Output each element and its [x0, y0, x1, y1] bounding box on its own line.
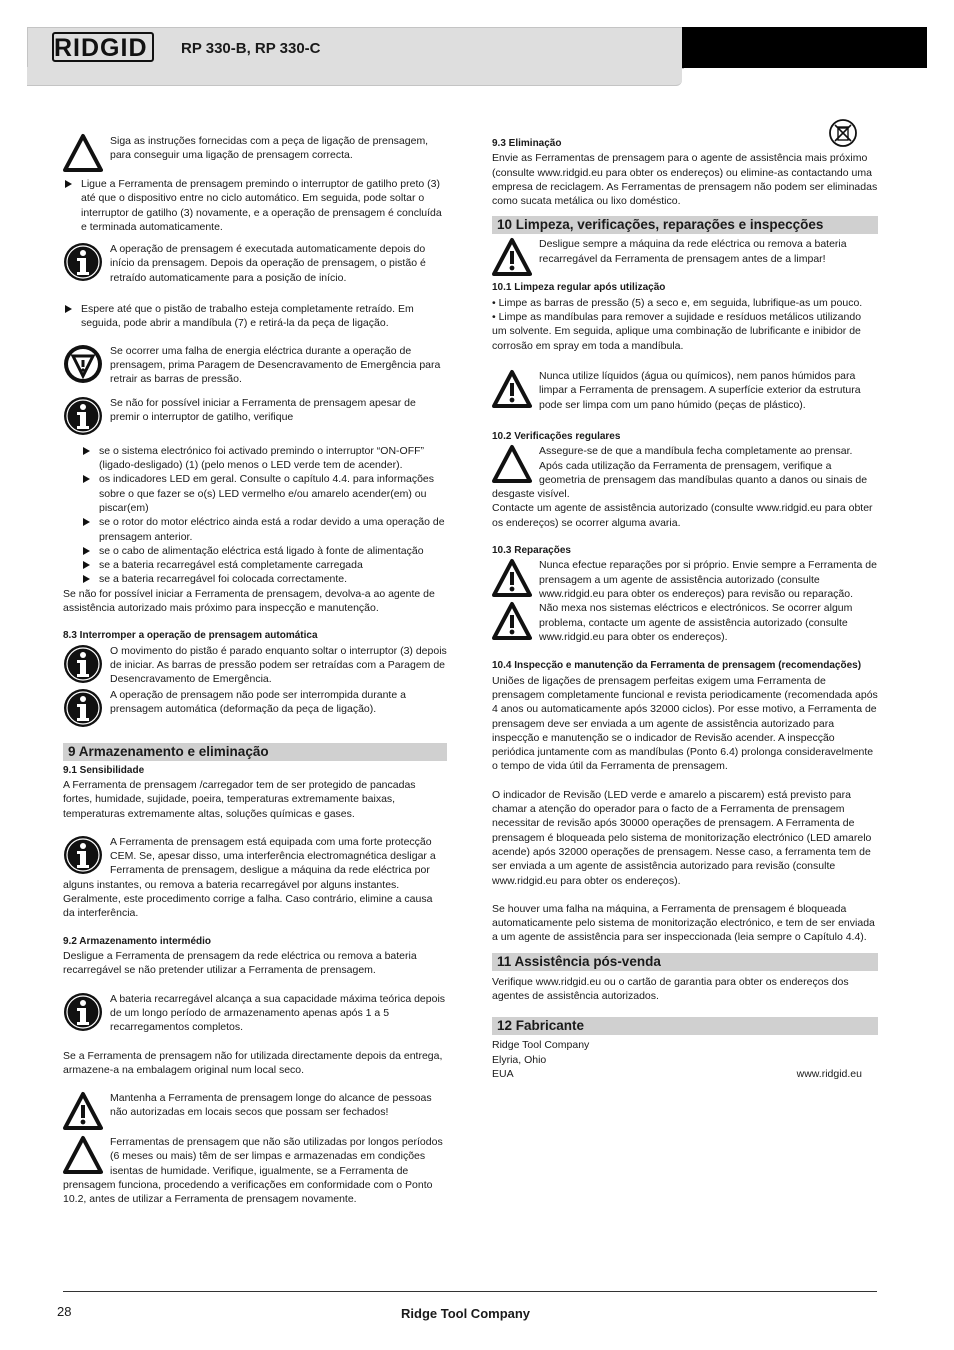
warning-text-continued: desgaste visível. [492, 488, 570, 501]
right-column [492, 137, 878, 1081]
body-text: Contacte um agente de assistência autorizado (consulte www.ridgid.eu para obter os endereços) se ocorrer alguma avaria. [492, 502, 873, 529]
body-text: O indicador de Revisão (LED verde e amarelo a piscarem) está previsto para chamar a atenção do operador para o facto de a Ferramenta de prensagem necessitar de revisão após 30000 operações de prensagem. A Ferramenta de prensagem é bloqueada pelo sistema de monitorização electrónico (LED amarelo acende) após 32000 operações de prensagem. Nesse caso, a ferramenta tem de ser enviada a um agente de assistência autorizado para revisão (consulte www.ridgid.eu para obter os endereços). [492, 788, 872, 887]
subsection-heading: 9.1 Sensibilidade [63, 764, 145, 776]
warning-icon [63, 133, 103, 173]
footer-divider [63, 1291, 877, 1292]
note-text: O movimento do pistão é parado enquanto soltar o interruptor (3) depois de iniciar. As barras de pressão podem ser retraídas com a Paragem de Desencravamento de Emergência. [110, 644, 447, 686]
subsection-heading: 9.3 Eliminação [492, 138, 562, 149]
section-heading-11: 11 Assistência pós-venda [492, 953, 878, 971]
arrow-bullet-icon [83, 561, 90, 569]
arrow-bullet-icon [65, 305, 72, 313]
body-text: A Ferramenta de prensagem /carregador tem de ser protegido de pancadas fortes, humidade, sujidade, poeira, temperaturas extremamente baixas, temperaturas extremamente altas, soluções químicas e gases. [63, 778, 416, 820]
body-text: Se a Ferramenta de prensagem não for utilizada directamente depois da entrega, armazene-a na embalagem original num local seco. [63, 1049, 443, 1076]
instruction-text: Siga as instruções fornecidas com a peça de ligação de prensagem, para conseguir uma ligação de prensagem correcta. [110, 135, 429, 162]
info-icon [63, 688, 103, 728]
check-item: se a bateria recarregável foi colocada correctamente. [99, 573, 348, 586]
manufacturer-website-link[interactable]: www.ridgid.eu [796, 1067, 862, 1080]
body-text: Se houver uma falha na máquina, a Ferramenta de prensagem é bloqueada automaticamente pelo sistema de monitorização electrónico, e tem de ser enviada a um agente de assistência para ser inspeccionada (leia sempre o Capítulo 4.4). [492, 902, 875, 944]
info-icon [63, 835, 103, 875]
step-text: Ligue a Ferramenta de prensagem premindo o interruptor de gatilho preto (3) até que o dispositivo entre no ciclo automático. Em seguida, pode soltar o interruptor de gatilho (3) novamente, e a operação de prensagem é concluída e terminada automaticamente. [81, 178, 442, 233]
warning-text: Ferramentas de prensagem que não são utilizadas por longos períodos (6 meses ou mais) têm de ser limpas e armazenadas em condições isentas de humidade. Verifique, igualmente, se a Ferramenta de [110, 1136, 443, 1177]
body-text: Se não for possível iniciar a Ferramenta de prensagem, devolva-a ao agente de assistência autorizado mais próximo para inspecção e manutenção. [63, 587, 435, 615]
emergency-stop-icon [63, 344, 103, 384]
arrow-bullet-icon [83, 518, 90, 526]
check-item: se o sistema electrónico foi activado premindo o interruptor “ON-OFF” (ligado-desligado) (1) (pelo menos o LED verde tem de acender). [99, 444, 425, 472]
body-text: • Limpe as mandíbulas para remover a sujidade e resíduos metálicos utilizando um solvente. Em seguida, aplique uma combinação de lubrificante e inibidor de corrosão em spray em toda a mandíbula. [492, 311, 862, 352]
model-title: RP 330-B, RP 330-C [181, 40, 321, 57]
info-icon [63, 242, 103, 282]
check-item: os indicadores LED em geral. Consulte o capítulo 4.4. para informações sobre o que fazer se o(s) LED vermelho e/ou amarelo acender(em) ou piscar(em) [99, 473, 435, 514]
manufacturer-city: Elyria, Ohio [492, 1053, 547, 1066]
page-number: 28 [57, 1304, 72, 1319]
info-icon [63, 396, 103, 436]
note-text: A bateria recarregável alcança a sua capacidade máxima teórica depois de um longo período de armazenamento apenas após 1 a 5 recarregamentos completos. [110, 992, 446, 1034]
note-text: A Ferramenta de prensagem está equipada com uma forte protecção CEM. Se, apesar disso, uma interferência electromagnética desligar a Ferramenta de prensagem, desligue a máquina da rede eléctrica por [110, 835, 436, 877]
note-text: A operação de prensagem não pode ser interrompida durante a prensagem automática (deformação da peça de ligação). [110, 688, 406, 715]
arrow-bullet-icon [83, 547, 90, 555]
manufacturer-country: EUA [492, 1067, 514, 1080]
arrow-bullet-icon [65, 180, 72, 188]
section-heading-10: 10 Limpeza, verificações, reparações e inspecções [492, 216, 878, 234]
header-black-block [682, 27, 927, 68]
warning-icon [492, 558, 532, 598]
arrow-bullet-icon [83, 475, 90, 483]
warning-text: Mantenha a Ferramenta de prensagem longe do alcance de pessoas não autorizadas em locais secos que possam ser fechados! [110, 1092, 432, 1119]
warning-icon [492, 237, 532, 277]
body-text: Verifique www.ridgid.eu ou o cartão de garantia para obter os endereços dos agentes de assistência autorizados. [492, 975, 849, 1002]
body-text: Uniões de ligações de prensagem perfeitas exigem uma Ferramenta de prensagem completamente funcional e revista periodicamente (recomendada após 4 anos ou automaticamente após 32000 ciclos). Por esse motivo, a Ferramenta de prensagem deve ser enviada a um agente de assistência autorizado para inspecção e manutenção se o indicador de Revisão acender. A inspecção periódica juntamente com as mandíbulas (Ponto 6.4) prolonga consideravelmente o tempo de vida útil da Ferramenta de prensagem. [492, 674, 878, 773]
body-text: Desligue a Ferramenta de prensagem da rede eléctrica ou remova a bateria recarregável se não pretender utilizar a Ferramenta de prensagem. [63, 949, 417, 977]
footer-company: Ridge Tool Company [401, 1306, 531, 1321]
warning-icon [492, 601, 532, 641]
body-text: • Limpe as barras de pressão (5) a seco e, em seguida, lubrifique-as um pouco. [492, 296, 863, 309]
header-underbar [27, 67, 682, 86]
subsection-heading: 10.2 Verificações regulares [492, 430, 621, 442]
warning-text: Não mexa nos sistemas eléctricos e electrónicos. Se ocorrer algum problema, contacte um agente de assistência autorizado (consulte www.ridgid.eu para obter os endereços). [539, 602, 853, 643]
section-heading-12: 12 Fabricante [492, 1017, 878, 1035]
step-text: Espere até que o pistão de trabalho esteja completamente retraído. Em seguida, pode abrir a mandíbula (7) e retirá-la da peça de ligação. [81, 303, 414, 330]
subsection-heading: 8.3 Interromper a operação de prensagem automática [63, 630, 318, 642]
body-text: Envie as Ferramentas de prensagem para o agente de assistência mais próximo (consulte www.ridgid.eu para obter os endereços) ou elimine-as contactando uma empresa de reciclagem. As Ferramentas de prensagem não podem ser eliminadas como sucata metálica ou lixo doméstico. [492, 152, 878, 208]
subsection-heading: 10.4 Inspecção e manutenção da Ferramenta de prensagem (recomendações) [492, 660, 862, 672]
manufacturer-name: Ridge Tool Company [492, 1039, 590, 1052]
warning-icon [63, 1091, 103, 1131]
note-text-continued: alguns instantes, ou remova a bateria recarregável por alguns instantes. Geralmente, este procedimento corrige a falha. Caso contrário, elimine a causa da interferência. [63, 878, 433, 920]
warning-text: Nunca efectue reparações por si próprio. Envie sempre a Ferramenta de prensagem a um agente de assistência autorizado (consulte www.ridgid.eu para obter os endereços) para revisão ou reparação. [539, 559, 877, 600]
note-text: Se não for possível iniciar a Ferramenta de prensagem apesar de premir o interruptor de gatilho, verifique [110, 396, 416, 424]
warning-icon [492, 444, 532, 484]
check-item: se a bateria recarregável está completamente carregada [99, 559, 363, 572]
warning-text: Nunca utilize líquidos (água ou químicos), nem panos húmidos para limpar a Ferramenta de prensagem. A superfície exterior da estrutura pode ser limpa com um pano húmido (peças de plástico). [539, 369, 861, 411]
left-column [63, 134, 447, 1207]
check-item: se o rotor do motor eléctrico ainda está a rodar devido a uma operação de prensagem anterior. [99, 516, 445, 543]
section-heading-9: 9 Armazenamento e eliminação [63, 743, 447, 761]
warning-icon [63, 1135, 103, 1175]
ridgid-logo-text: RIDGID [54, 34, 148, 62]
info-icon [63, 992, 103, 1032]
arrow-bullet-icon [83, 447, 90, 455]
subsection-heading: 10.3 Reparações [492, 545, 571, 557]
warning-text: Desligue sempre a máquina da rede eléctrica ou remova a bateria recarregável da Ferramenta de prensagem antes de a limpar! [539, 238, 847, 265]
info-icon [63, 644, 103, 684]
check-item: se o cabo de alimentação eléctrica está ligado à fonte de alimentação [99, 544, 424, 557]
subsection-heading: 10.1 Limpeza regular após utilização [492, 282, 666, 294]
subsection-heading: 9.2 Armazenamento intermédio [63, 935, 212, 947]
arrow-bullet-icon [83, 575, 90, 583]
note-text: A operação de prensagem é executada automaticamente depois do início da prensagem. Depois da operação de prensagem, o pistão é retraído automaticamente para a posição de início. [110, 243, 426, 284]
warning-text-continued: prensagem funciona, procedendo a verificações em conformidade com o Ponto 10.2, antes de utilizar a Ferramenta de prensagem novamente. [63, 1178, 433, 1206]
warning-text: Assegure-se de que a mandíbula fecha completamente ao prensar. Após cada utilização da Ferramenta de prensagem, verifique a geometria de prensagem das mandíbulas quanto a danos ou sinais de [539, 445, 868, 486]
note-text: Se ocorrer uma falha de energia eléctrica durante a operação de prensagem, prima Paragem de Desencravamento de Emergência para retrair as barras de pressão. [110, 344, 441, 386]
warning-icon [492, 369, 532, 409]
